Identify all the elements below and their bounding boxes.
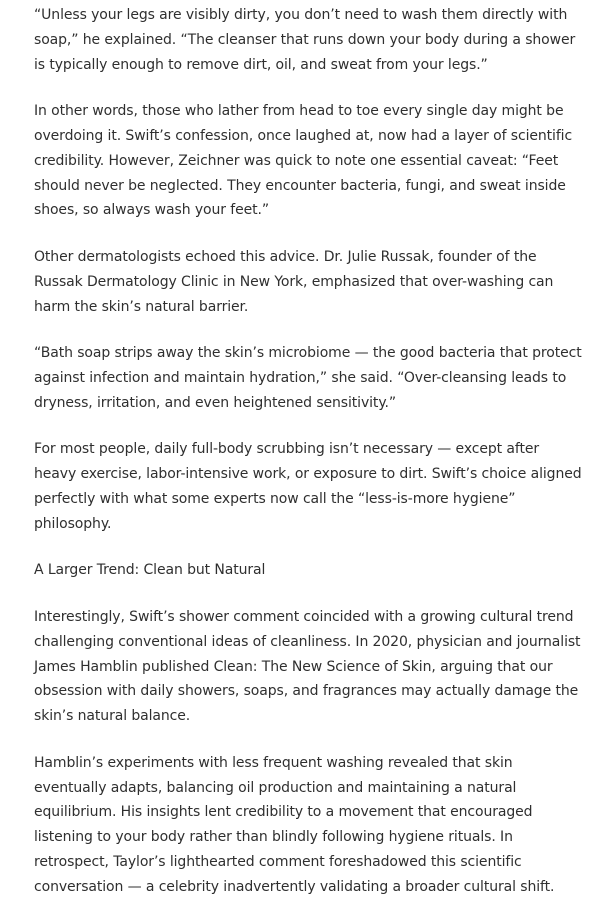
paragraph-most-people: For most people, daily full-body scrubbing isn’t necessary — except after heavy exercise, labor-intensive work, or exposure to dirt. Swift’s choice aligned perfectly with what some experts now call the “less-is-more hygiene” philosophy. — [34, 441, 582, 532]
paragraph-hamblin-experiments: Hamblin’s experiments with less frequent washing revealed that skin eventually adapts, balancing oil production and maintaining a natural equilibrium. His insights lent credibility to a movement that encouraged listening to your body rather than blindly following hygiene rituals. In retrospect, Taylor’s lighthearted comment foreshadowed this scientific conversation — a celebrity inadvertently validating a broader cultural shift. — [34, 754, 555, 895]
section-heading: A Larger Trend: Clean but Natural — [34, 562, 266, 579]
paragraph-russak: Other dermatologists echoed this advice. Dr. Julie Russak, founder of the Russak Dermatology Clinic in New York, emphasized that over-washing can harm the skin’s natural barrier. — [34, 248, 554, 315]
paragraph-overdoing-it: In other words, those who lather from head to toe every single day might be overdoing it. Swift’s confession, once laughed at, now had a layer of scientific credibility. However, Zeichner was quick to note one essential caveat: “Feet should never be neglected. They encounter bacteria, fungi, and sweat inside shoes, so always wash your feet.” — [34, 103, 573, 219]
paragraph-zeichner-quote: “Unless your legs are visibly dirty, you don’t need to wash them directly with soap,” he explained. “The cleanser that runs down your body during a shower is typically enough to remove dirt, oil, and sweat from your legs.” — [34, 7, 576, 73]
article-body — [34, 3, 582, 899]
paragraph-russak-quote: “Bath soap strips away the skin’s microbiome — the good bacteria that protect against infection and maintain hydration,” she said. “Over-cleansing leads to dryness, irritation, and even heightened sensitivity.” — [34, 345, 582, 411]
paragraph-hamblin-book: Interestingly, Swift’s shower comment coincided with a growing cultural trend challenging conventional ideas of cleanliness. In 2020, physician and journalist James Hamblin published Clean: The New Science of Skin, arguing that our obsession with daily showers, soaps, and fragrances may actually damage the skin’s natural balance. — [34, 608, 581, 725]
